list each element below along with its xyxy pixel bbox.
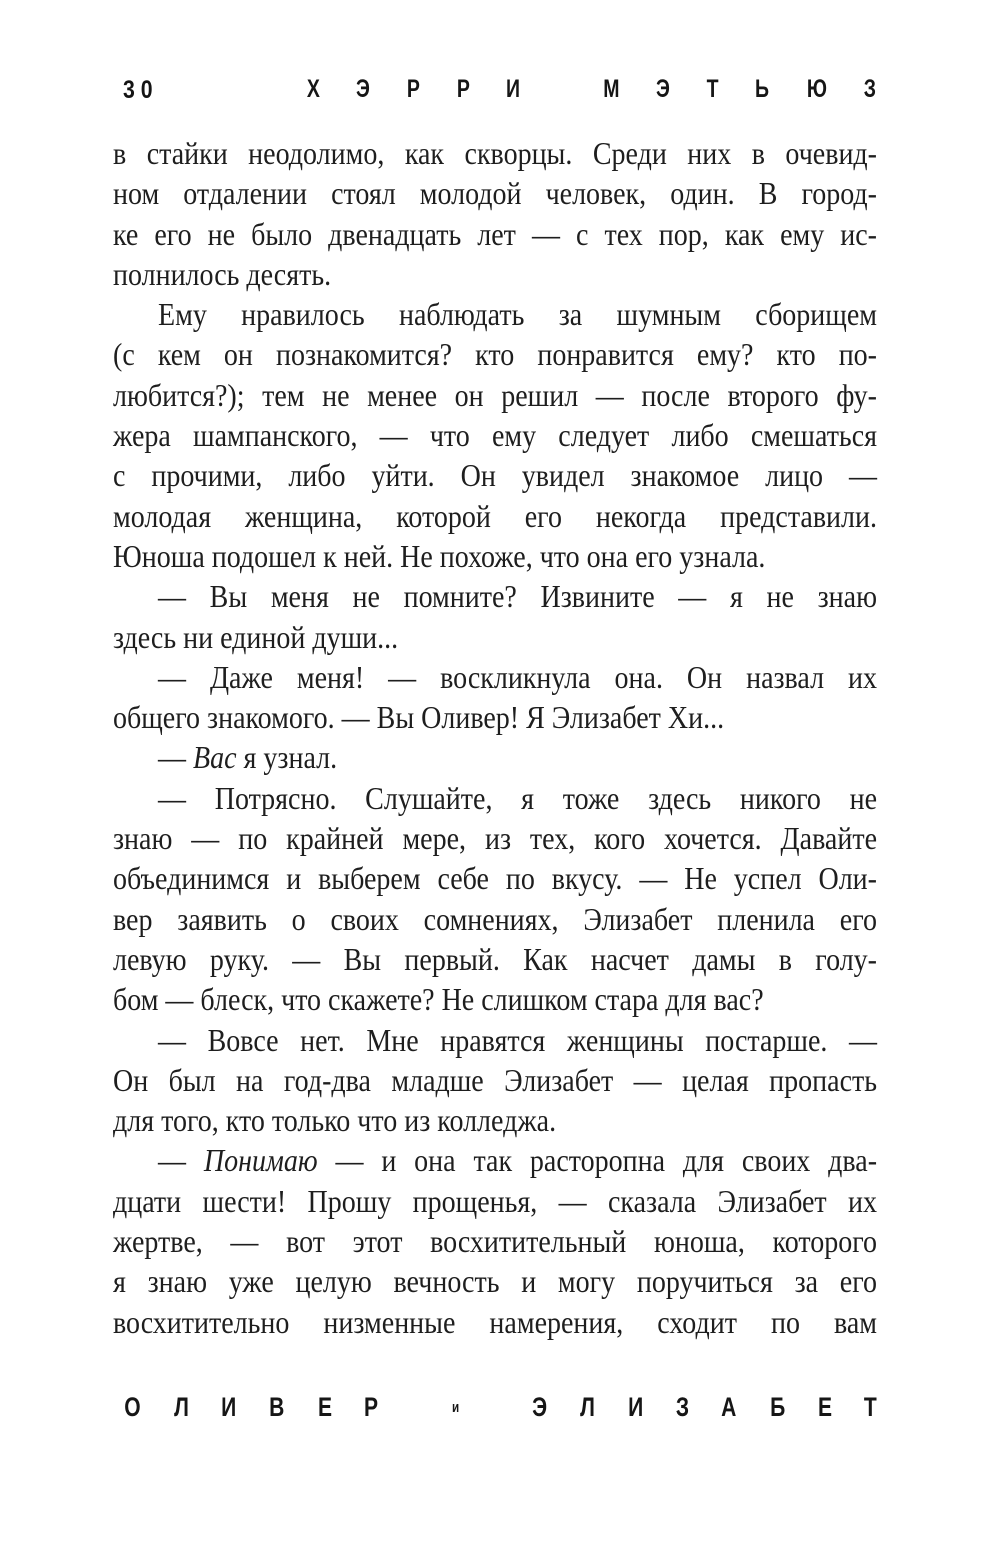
- text-segment: объединимся и выберем себе по вкусу. — Не успел Оли-: [113, 861, 877, 898]
- running-header-title: [305, 77, 878, 102]
- text-line: [113, 978, 877, 1024]
- text-line: [113, 1260, 877, 1306]
- text-segment: левую руку. — Вы первый. Как насчет дамы в голу-: [113, 942, 877, 978]
- text-segment: Он был на год-два младше Элизабет — целая пропасть: [113, 1063, 877, 1099]
- running-title-letter: Б: [769, 1392, 785, 1422]
- running-title-letter: В: [269, 1392, 285, 1422]
- running-title-letter: И: [506, 75, 521, 103]
- text-segment: (с кем он познакомится? кто понравится ему? кто по-: [113, 337, 877, 374]
- text-segment: молодая женщина, которой его некогда представили.: [113, 498, 877, 535]
- text-line: [113, 212, 877, 258]
- running-title-letter: Е: [317, 1392, 332, 1422]
- text-segment: я знаю уже целую вечность и могу поручиться за его: [113, 1264, 877, 1301]
- text-segment: Ему нравилось наблюдать за шумным сборищем: [158, 297, 877, 334]
- running-title-letter: Л: [580, 1392, 595, 1422]
- text-segment: общего знакомого. — Вы Оливер! Я Элизабет Хи...: [113, 700, 725, 737]
- running-title-letter: и: [451, 1399, 459, 1416]
- text-segment: для того, кто только что из колледжа.: [113, 1103, 557, 1140]
- text-line: [113, 1018, 877, 1064]
- text-segment: знаю — по крайней мере, из тех, кого хочется. Давайте: [113, 821, 877, 857]
- text-segment: ке его не было двенадцать лет — с тех пор, как ему ис-: [113, 216, 877, 253]
- page-body-text: [113, 136, 877, 1345]
- text-segment: —: [158, 740, 193, 777]
- italic-text-segment: Вас: [193, 740, 237, 777]
- running-title-letter: И: [221, 1392, 237, 1422]
- text-segment: любится?); тем не менее он решил — после второго фу-: [113, 378, 877, 414]
- running-title-letter: Х: [306, 75, 320, 103]
- text-segment: — Даже меня! — воскликнула она. Он назвал их: [158, 660, 877, 696]
- text-line: [113, 454, 877, 500]
- running-title-letter: Л: [173, 1392, 189, 1422]
- running-title-letter: Э: [356, 75, 371, 103]
- text-line: [113, 1300, 877, 1346]
- running-title-letter: З: [675, 1392, 689, 1422]
- text-segment: — Вы меня не помните? Извините — я не знаю: [158, 579, 877, 616]
- text-segment: бом — блеск, что скажете? Не слишком стара для вас?: [113, 982, 764, 1019]
- running-title-letter: З: [863, 75, 877, 103]
- running-title-letter: Э: [656, 75, 671, 103]
- running-title-letter: Т: [864, 1392, 877, 1422]
- text-segment: жера шампанского, — что ему следует либо смешаться: [113, 418, 877, 454]
- text-segment: я узнал.: [236, 740, 338, 777]
- text-line: [113, 333, 877, 379]
- text-line: [113, 736, 877, 782]
- running-title-letter: Э: [532, 1392, 548, 1422]
- text-segment: вер заявить о своих сомнениях, Элизабет пленила его: [113, 901, 877, 938]
- running-title-letter: А: [721, 1392, 737, 1422]
- text-line: [113, 575, 877, 621]
- running-title-letter: Е: [817, 1392, 832, 1422]
- text-segment: ном отдалении стоял молодой человек, один. В город-: [113, 176, 877, 213]
- running-footer-title: [122, 1394, 879, 1421]
- italic-text-segment: Понимаю: [203, 1143, 318, 1180]
- page-number: 30: [123, 76, 159, 104]
- text-segment: — Потрясно. Слушайте, я тоже здесь никого не: [158, 780, 877, 817]
- text-segment: здесь ни единой души...: [113, 619, 399, 656]
- text-segment: — Вовсе нет. Мне нравятся женщины постарше. —: [158, 1022, 877, 1059]
- running-title-letter: И: [627, 1392, 643, 1422]
- text-segment: восхитительно низменные намерения, сходит по вам: [113, 1304, 877, 1341]
- text-segment: — и она так расторопна для своих два-: [317, 1143, 878, 1180]
- running-title-letter: Ь: [754, 75, 769, 103]
- running-title-letter: Р: [456, 75, 470, 103]
- text-line: [113, 172, 877, 218]
- running-title-letter: Р: [406, 75, 420, 103]
- text-line: [113, 857, 877, 903]
- running-title-letter: Ю: [806, 75, 827, 103]
- text-segment: жертве, — вот этот восхитительный юноша, которого: [113, 1224, 877, 1260]
- text-line: [113, 1139, 877, 1185]
- text-segment: с прочими, либо уйти. Он увидел знакомое лицо —: [113, 458, 877, 495]
- running-title-letter: Т: [706, 75, 719, 103]
- running-title-letter: М: [602, 75, 620, 103]
- running-title-letter: Р: [364, 1392, 379, 1422]
- text-line: [113, 615, 877, 661]
- text-segment: дцати шести! Прошу прощенья, — сказала Элизабет их: [113, 1183, 877, 1220]
- running-title-letter: О: [124, 1392, 141, 1422]
- text-segment: полнилось десять.: [113, 257, 332, 293]
- text-segment: —: [158, 1143, 204, 1180]
- text-segment: Юноша подошел к ней. Не похоже, что она его узнала.: [113, 539, 766, 575]
- text-segment: в стайки неодолимо, как скворцы. Среди них в очевид-: [113, 136, 877, 172]
